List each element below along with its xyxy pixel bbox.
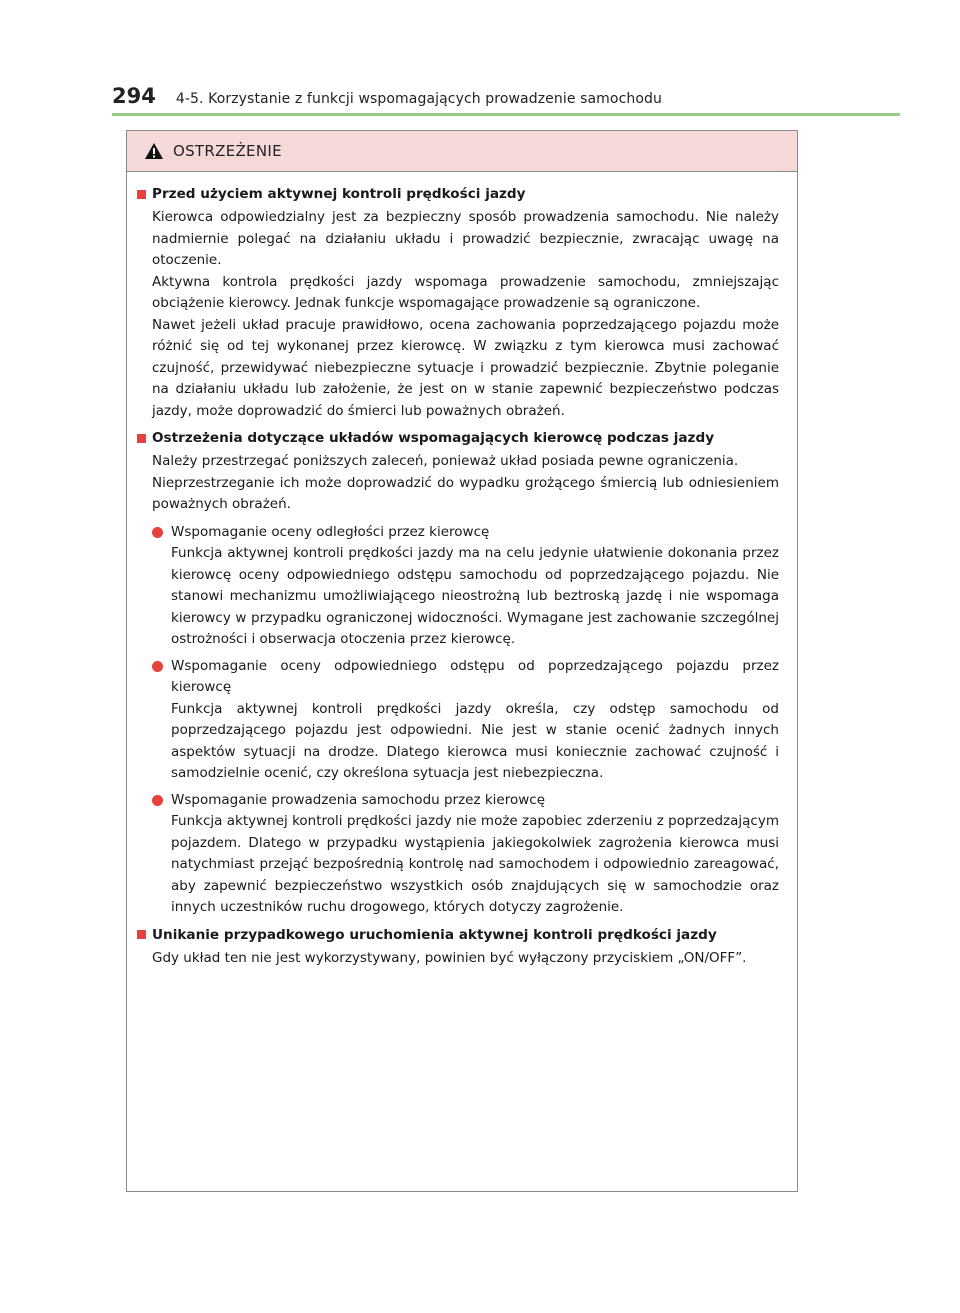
paragraph: Aktywna kontrola prędkości jazdy wspomaga prowadzenie samochodu, zmniejszając obciążenie kierowcy. Jednak funkcje wspomagające prowadzenie są ograniczone. [152, 273, 779, 311]
section-heading-text: Ostrzeżenia dotyczące układów wspomagających kierowcę podczas jazdy [152, 430, 715, 446]
paragraph: Należy przestrzegać poniższych zaleceń, ponieważ układ posiada pewne ograniczenia. [152, 453, 739, 469]
square-bullet-icon [137, 434, 146, 443]
warning-title: OSTRZEŻENIE [173, 142, 282, 160]
warning-box [126, 130, 798, 1192]
bullet-text: Funkcja aktywnej kontroli prędkości jazdy określa, czy odstęp samochodu od poprzedzającego pojazdu jest odpowiedni. Nie jest w stanie ocenić żadnych innych aspektów sytuacji na drodze. Dlatego kierowca musi koniecznie zachować czujność i samodzielnie ocenić, czy określona sytuacja jest niebezpieczna. [171, 700, 779, 781]
round-bullet-icon [152, 527, 163, 538]
square-bullet-icon [137, 190, 146, 199]
bullet-item [152, 656, 779, 785]
page-header [112, 84, 662, 108]
bullet-content [171, 522, 779, 651]
bullet-text: Funkcja aktywnej kontroli prędkości jazdy ma na celu jedynie ułatwienie dokonania przez kierowcę oceny odpowiedniego odstępu samochodu od poprzedzającego pojazdu. Nie stanowi mechanizmu umożliwiającego nieostrożną lub beztroską jazdę i nie wspomaga kierowcy w przypadku ograniczonej widoczności. Wymagane jest zachowanie szczególnej ostrożności i obserwacja otoczenia przez kierowcę. [171, 545, 779, 647]
bullet-title: Wspomaganie oceny odpowiedniego odstępu od poprzedzającego pojazdu przez kierowcę [171, 657, 779, 695]
warning-body [127, 172, 797, 969]
round-bullet-icon [152, 795, 163, 806]
section-before-use [137, 184, 779, 422]
warning-header [127, 131, 797, 172]
paragraph: Kierowca odpowiedzialny jest za bezpieczny sposób prowadzenia samochodu. Nie należy nadmiernie polegać na działaniu układu i prowadzić bezpiecznie, zwracając uwagę na otoczenie. [152, 209, 779, 268]
chapter-title: 4-5. Korzystanie z funkcji wspomagających prowadzenie samochodu [175, 91, 662, 107]
section-heading [137, 184, 779, 205]
page-number: 294 [112, 84, 156, 108]
section-heading-text: Unikanie przypadkowego uruchomienia aktywnej kontroli prędkości jazdy [152, 926, 717, 943]
section-body [137, 451, 779, 919]
section-heading-text: Przed użyciem aktywnej kontroli prędkości jazdy [152, 186, 526, 202]
paragraph: Nawet jeżeli układ pracuje prawidłowo, ocena zachowania poprzedzającego pojazdu może różnić się od tej wykonanej przez kierowcę. W związku z tym kierowca musi zachować czujność, przewidywać niebezpieczne sytuacje i prowadzić bezpiecznie. Zbytnie poleganie na działaniu układu lub założenie, że jest on w stanie zapewnić bezpieczeństwo podczas jazdy, może doprowadzić do śmierci lub poważnych obrażeń. [152, 316, 779, 419]
bullet-content [171, 790, 779, 919]
header-rule [112, 113, 900, 116]
section-accidental-activation [137, 925, 779, 970]
bullet-item [152, 790, 779, 919]
bullet-title: Wspomaganie prowadzenia samochodu przez kierowcę [171, 791, 546, 808]
bullet-title: Wspomaganie oceny odległości przez kierowcę [171, 523, 490, 540]
section-heading [137, 428, 779, 449]
bullet-content [171, 656, 779, 785]
section-driver-assist-warnings [137, 428, 779, 919]
section-body [137, 948, 779, 970]
bullet-text: Funkcja aktywnej kontroli prędkości jazdy nie może zapobiec zderzeniu z poprzedzającym pojazdem. Dlatego w przypadku wystąpienia jakiegokolwiek zagrożenia kierowca musi natychmiast przejąć bezpośrednią kontrolę nad samochodem i odpowiednio zareagować, aby zapewnić bezpieczeństwo wszystkich osób znajdujących się w samochodzie oraz innych uczestników ruchu drogowego, których dotyczy zagrożenie. [171, 813, 779, 915]
section-heading [137, 925, 779, 946]
bullet-item [152, 522, 779, 651]
square-bullet-icon [137, 930, 146, 939]
paragraph: Gdy układ ten nie jest wykorzystywany, powinien być wyłączony przyciskiem „ON/OFF”. [152, 949, 747, 966]
section-body [137, 207, 779, 422]
round-bullet-icon [152, 661, 163, 672]
paragraph: Nieprzestrzeganie ich może doprowadzić do wypadku grożącego śmiercią lub odniesieniem poważnych obrażeń. [152, 474, 779, 512]
warning-triangle-icon [144, 142, 164, 160]
